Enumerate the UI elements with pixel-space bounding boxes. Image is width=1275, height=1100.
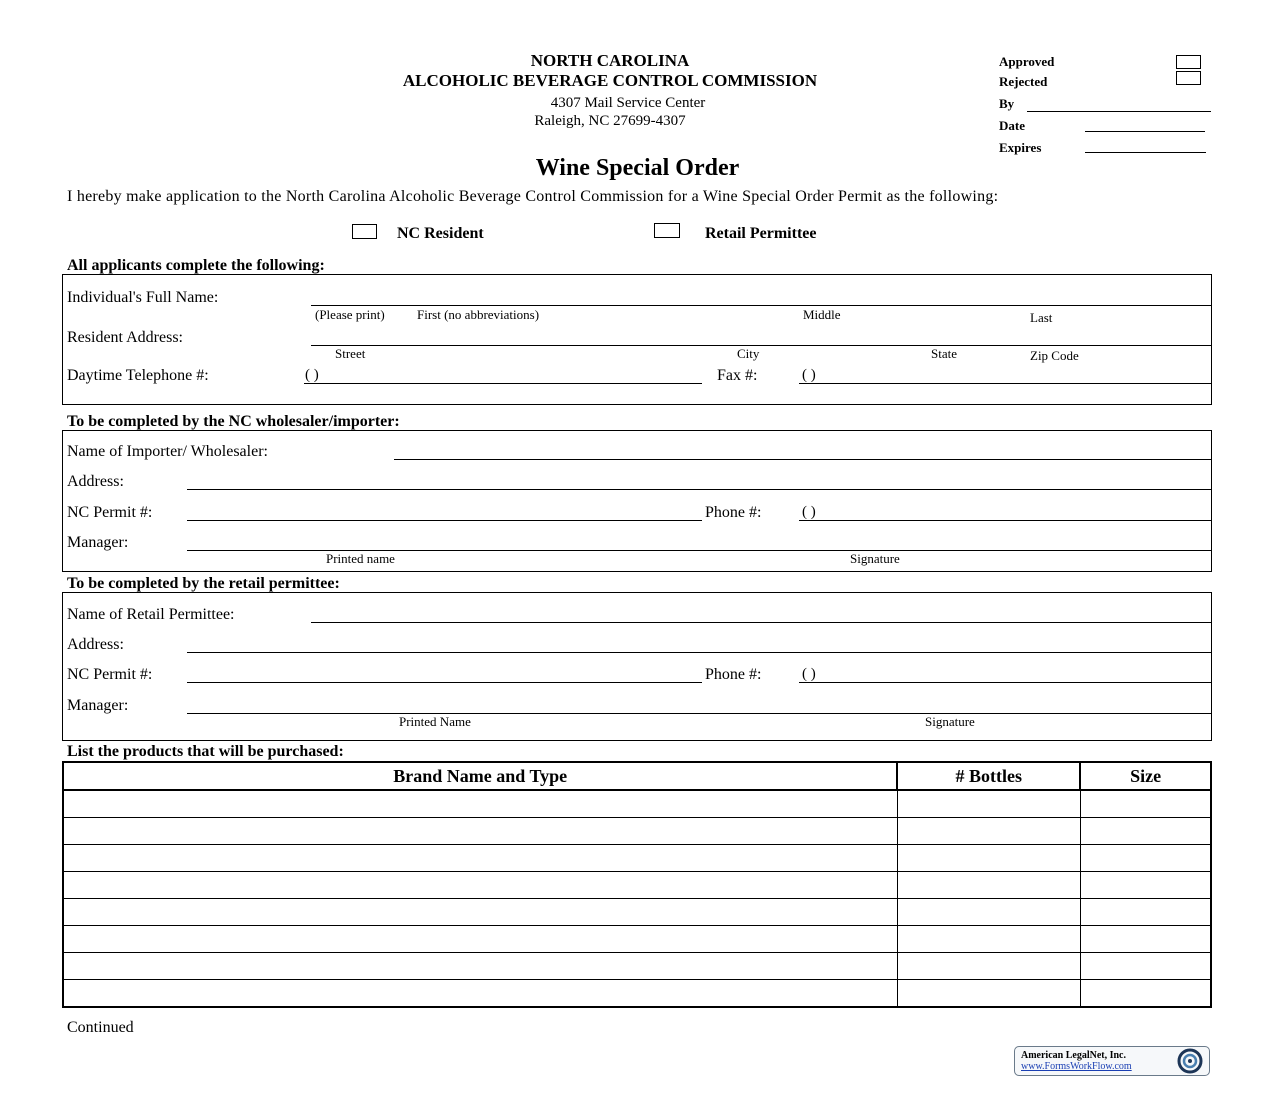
product-row	[63, 953, 1211, 980]
state-caption: State	[931, 346, 957, 361]
first-name-caption: First (no abbreviations)	[417, 307, 540, 322]
by-field[interactable]	[1027, 94, 1211, 112]
product-row	[63, 926, 1211, 953]
size-cell[interactable]	[1080, 872, 1211, 899]
middle-name-caption: Middle	[803, 307, 841, 322]
logo-company-name: American LegalNet, Inc.	[1021, 1050, 1126, 1061]
wholesaler-address-label: Address:	[67, 473, 124, 490]
date-field[interactable]	[1085, 114, 1205, 132]
rejected-checkbox[interactable]	[1176, 71, 1201, 85]
last-name-caption: Last	[1030, 310, 1053, 325]
bottles-column-header: # Bottles	[897, 762, 1080, 790]
wholesaler-permit-field[interactable]	[187, 503, 702, 521]
bottles-cell[interactable]	[897, 980, 1080, 1008]
brand-cell[interactable]	[63, 926, 897, 953]
size-cell[interactable]	[1080, 790, 1211, 818]
brand-cell[interactable]	[63, 899, 897, 926]
wholesaler-printed-name-caption: Printed name	[326, 551, 395, 566]
wholesaler-phone-label: Phone #:	[705, 504, 762, 521]
bottles-cell[interactable]	[897, 790, 1080, 818]
agency-heading: ALCOHOLIC BEVERAGE CONTROL COMMISSION	[402, 71, 818, 90]
telephone-field[interactable]	[304, 366, 702, 384]
expires-field[interactable]	[1085, 135, 1206, 153]
fax-label: Fax #:	[717, 367, 758, 384]
brand-cell[interactable]	[63, 790, 897, 818]
rejected-label: Rejected	[999, 74, 1048, 89]
resident-address-field[interactable]	[311, 328, 1211, 346]
intro-text: I hereby make application to the North Carolina Alcoholic Beverage Control Commission for a Wine Special Order Permit as the following:	[67, 188, 999, 205]
forms-workflow-logo[interactable]	[1014, 1046, 1210, 1076]
bottles-cell[interactable]	[897, 953, 1080, 980]
retail-address-label: Address:	[67, 636, 124, 653]
fax-field[interactable]	[799, 366, 1211, 384]
wholesaler-manager-field[interactable]	[187, 533, 1211, 551]
logo-swirl-icon	[1173, 1048, 1207, 1074]
street-caption: Street	[335, 346, 366, 361]
retail-phone-area-code: ( )	[802, 666, 816, 682]
brand-cell[interactable]	[63, 980, 897, 1008]
nc-resident-checkbox[interactable]	[352, 224, 377, 239]
retail-heading: To be completed by the retail permittee:	[67, 575, 340, 592]
retail-printed-name-caption: Printed Name	[399, 714, 471, 729]
city-caption: City	[737, 346, 760, 361]
zip-caption: Zip Code	[1030, 348, 1079, 363]
logo-url[interactable]: www.FormsWorkFlow.com	[1021, 1061, 1132, 1072]
product-row	[63, 845, 1211, 872]
full-name-field[interactable]	[311, 288, 1211, 306]
applicants-heading: All applicants complete the following:	[67, 257, 325, 274]
telephone-area-code: ( )	[305, 367, 319, 383]
by-label: By	[999, 96, 1015, 111]
full-name-label: Individual's Full Name:	[67, 289, 219, 306]
approved-checkbox[interactable]	[1176, 55, 1201, 69]
telephone-label: Daytime Telephone #:	[67, 367, 209, 384]
approved-label: Approved	[999, 54, 1055, 69]
brand-cell[interactable]	[63, 872, 897, 899]
form-title: Wine Special Order	[535, 155, 740, 181]
please-print-caption: (Please print)	[315, 307, 385, 322]
agency-address-line2: Raleigh, NC 27699-4307	[534, 113, 686, 129]
resident-address-label: Resident Address:	[67, 329, 183, 346]
retail-permit-label: NC Permit #:	[67, 666, 153, 683]
product-row	[63, 790, 1211, 818]
wholesaler-phone-area-code: ( )	[802, 504, 816, 520]
size-cell[interactable]	[1080, 845, 1211, 872]
size-cell[interactable]	[1080, 899, 1211, 926]
retail-name-field[interactable]	[311, 605, 1211, 623]
nc-resident-label: NC Resident	[397, 225, 484, 242]
bottles-cell[interactable]	[897, 872, 1080, 899]
agency-address-line1: 4307 Mail Service Center	[550, 95, 706, 111]
retail-permittee-checkbox[interactable]	[654, 223, 680, 238]
wholesaler-name-field[interactable]	[394, 442, 1211, 460]
size-cell[interactable]	[1080, 926, 1211, 953]
date-label: Date	[999, 118, 1025, 133]
brand-cell[interactable]	[63, 953, 897, 980]
retail-permittee-label: Retail Permittee	[705, 225, 817, 242]
fax-area-code: ( )	[802, 367, 816, 383]
wholesaler-heading: To be completed by the NC wholesaler/importer:	[67, 413, 400, 430]
bottles-cell[interactable]	[897, 845, 1080, 872]
retail-phone-label: Phone #:	[705, 666, 762, 683]
brand-cell[interactable]	[63, 818, 897, 845]
wholesaler-phone-field[interactable]	[799, 503, 1211, 521]
wholesaler-name-label: Name of Importer/ Wholesaler:	[67, 443, 268, 460]
product-row	[63, 818, 1211, 845]
retail-phone-field[interactable]	[799, 665, 1211, 683]
retail-manager-field[interactable]	[187, 696, 1211, 714]
brand-cell[interactable]	[63, 845, 897, 872]
continued-text: Continued	[67, 1019, 134, 1036]
wholesaler-manager-label: Manager:	[67, 534, 129, 551]
product-row	[63, 899, 1211, 926]
bottles-cell[interactable]	[897, 899, 1080, 926]
product-row	[63, 872, 1211, 899]
retail-manager-label: Manager:	[67, 697, 129, 714]
size-column-header: Size	[1080, 762, 1211, 790]
products-header-row	[63, 762, 1211, 790]
size-cell[interactable]	[1080, 818, 1211, 845]
retail-permit-field[interactable]	[187, 665, 702, 683]
expires-label: Expires	[999, 140, 1042, 155]
bottles-cell[interactable]	[897, 818, 1080, 845]
wholesaler-address-field[interactable]	[187, 472, 1211, 490]
products-heading: List the products that will be purchased:	[67, 743, 344, 760]
brand-column-header: Brand Name and Type	[63, 762, 897, 790]
retail-signature-caption: Signature	[925, 714, 975, 729]
bottles-cell[interactable]	[897, 926, 1080, 953]
products-table	[62, 761, 1212, 1008]
retail-name-label: Name of Retail Permittee:	[67, 606, 235, 623]
retail-address-field[interactable]	[187, 635, 1211, 653]
product-row	[63, 980, 1211, 1008]
size-cell[interactable]	[1080, 953, 1211, 980]
wholesaler-signature-caption: Signature	[850, 551, 900, 566]
size-cell[interactable]	[1080, 980, 1211, 1008]
wholesaler-permit-label: NC Permit #:	[67, 504, 153, 521]
state-heading: NORTH CAROLINA	[530, 51, 690, 70]
